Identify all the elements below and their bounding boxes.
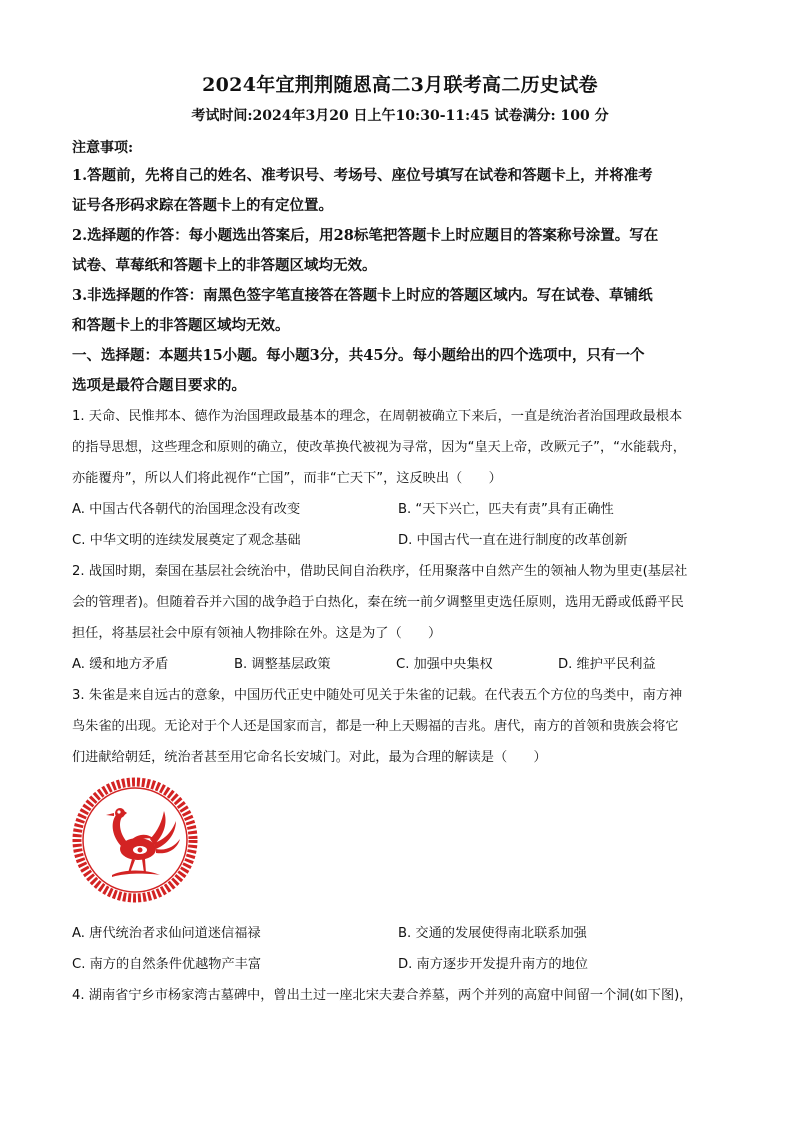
- option-a: A. 唐代统治者求仙问道迷信福禄: [72, 926, 261, 941]
- question-stem-line: 鸟朱雀的出现。无论对于个人还是国家而言，都是一种上天赐福的吉兆。唐代，南方的首领和贵族会将它: [72, 719, 679, 734]
- notice-list: [72, 161, 728, 341]
- option-d: D. 南方逐步开发提升南方的地位: [398, 957, 588, 972]
- notice-line: 3.非选择题的作答：南黑色签字笔直接答在答题卡上时应的答题区域内。写在试卷、草铺纸: [72, 287, 653, 304]
- question-stem-line: 1. 天命、民惟邦本、德作为治国理政最基本的理念，在周朝被确立下来后，一直是统治者治国理政最根本: [72, 409, 683, 424]
- question-stem-line: 的指导思想，这些理念和原则的确立，使改革换代被视为寻常，因为“皇天上帝，改厥元子”，“水能载舟，: [72, 440, 686, 455]
- option-d: D. 中国古代一直在进行制度的改革创新: [398, 533, 628, 548]
- notice-line: 1.答题前，先将自己的姓名、准考识号、考场号、座位号填写在试卷和答题卡上，并将准考: [72, 167, 653, 184]
- question-stem-line: 亦能覆舟”，所以人们将此视作“亡国”，而非“亡天下”，这反映出（ ）: [72, 471, 502, 486]
- notice-line: 试卷、草莓纸和答题卡上的非答题区域均无效。: [72, 257, 377, 274]
- question-stem-line: 们进献给朝廷，统治者甚至用它命名长安城门。对此，最为合理的解读是（ ）: [72, 750, 547, 765]
- option-b: B. 交通的发展使得南北联系加强: [398, 926, 587, 941]
- vermilion-bird-seal-icon: [72, 777, 198, 903]
- question-2: [72, 556, 728, 680]
- option-b: B. 调整基层政策: [234, 657, 331, 672]
- question-4: [72, 980, 728, 1011]
- section-heading: [72, 341, 728, 401]
- question-1: [72, 401, 728, 556]
- exam-title: 2024年宜荆荆随恩高二3月联考高二历史试卷: [202, 74, 598, 96]
- vermilion-bird-seal-figure: [72, 773, 728, 918]
- option-a: A. 中国古代各朝代的治国理念没有改变: [72, 502, 301, 517]
- question-options: [72, 918, 728, 980]
- question-stem-line: 3. 朱雀是来自远古的意象，中国历代正史中随处可见关于朱雀的记载。在代表五个方位的鸟类中，南方神: [72, 688, 683, 703]
- question-stem-line: 4. 湖南省宁乡市杨家湾古墓碑中，曾出土过一座北宋夫妻合养墓，两个并列的高窟中间留一个洞(如下图)，: [72, 988, 693, 1003]
- notice-line: 证号各形码求踪在答题卡上的有定位置。: [72, 197, 333, 214]
- option-c: C. 南方的自然条件优越物产丰富: [72, 957, 262, 972]
- option-c: C. 中华文明的连续发展奠定了观念基础: [72, 533, 301, 548]
- notice-line: 和答题卡上的非答题区域均无效。: [72, 317, 290, 334]
- question-options: [72, 494, 728, 556]
- section-line: 一、选择题：本题共15小题。每小题3分，共45分。每小题给出的四个选项中，只有一个: [72, 347, 645, 364]
- question-stem-line: 担任，将基层社会中原有领袖人物排除在外。这是为了（ ）: [72, 626, 442, 641]
- question-stem-line: 2. 战国时期，秦国在基层社会统治中，借助民间自治秩序，任用聚落中自然产生的领袖人物为里吏(基层社: [72, 564, 688, 579]
- option-d: D. 维护平民利益: [558, 657, 656, 672]
- option-b: B. “天下兴亡，匹夫有责”具有正确性: [398, 502, 614, 517]
- notice-line: 2.选择题的作答：每小题选出答案后，用28标笔把答题卡上时应题目的答案称号涂置。写在: [72, 227, 659, 244]
- question-options: [72, 649, 728, 680]
- question-stem-line: 会的管理者)。但随着吞并六国的战争趋于白热化，秦在统一前夕调整里吏选任原则，选用无爵或低爵平民: [72, 595, 684, 610]
- section-line: 选项是最符合题目要求的。: [72, 377, 246, 394]
- question-3: [72, 680, 728, 980]
- option-c: C. 加强中央集权: [396, 657, 493, 672]
- notice-heading: 注意事项:: [72, 140, 134, 156]
- option-a: A. 缓和地方矛盾: [72, 657, 169, 672]
- exam-subtitle: 考试时间:2024年3月20 日上午10:30-11:45 试卷满分: 100 分: [191, 108, 609, 124]
